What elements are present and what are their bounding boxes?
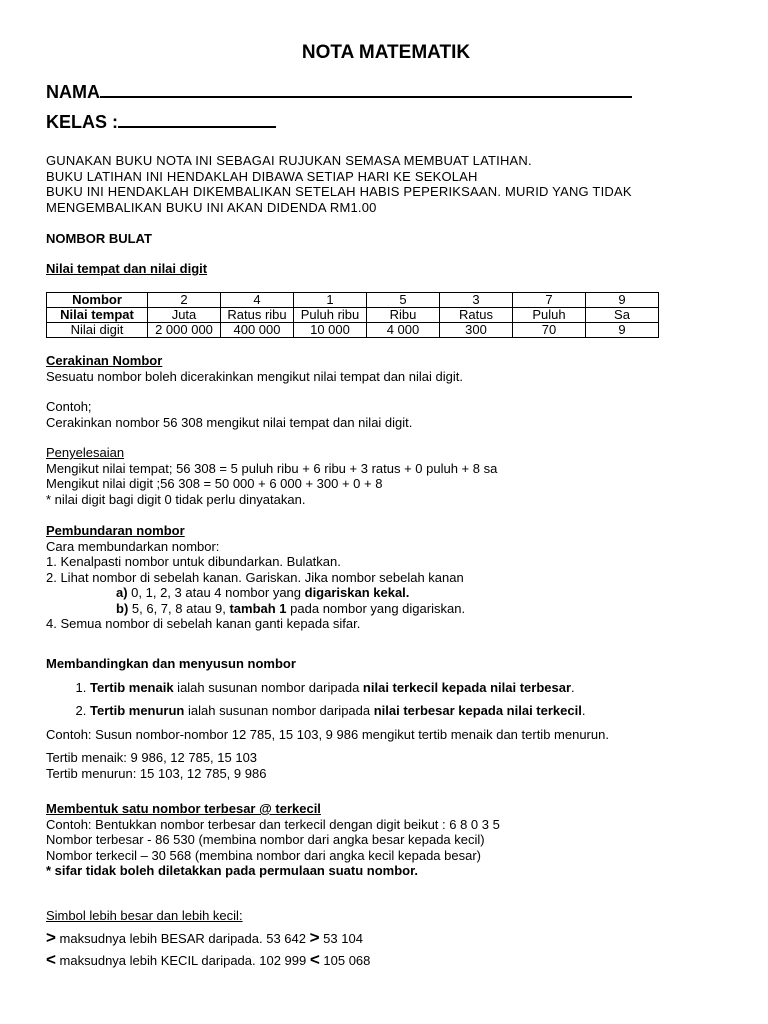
name-blank-line[interactable] <box>100 80 632 98</box>
example-label: Contoh; <box>46 399 92 414</box>
rounding-step: 1. Kenalpasti nombor untuk dibundarkan. Bulatkan. <box>46 554 341 569</box>
solution-line: Mengikut nilai digit ;56 308 = 50 000 + 6 000 + 300 + 0 + 8 <box>46 476 383 491</box>
example-text: Cerakinkan nombor 56 308 mengikut nilai tempat dan nilai digit. <box>46 414 413 430</box>
less-than-icon: < <box>46 950 56 969</box>
symbols-heading: Simbol lebih besar dan lebih kecil: <box>46 908 243 923</box>
ordering-heading: Membandingkan dan menyusun nombor <box>46 656 296 671</box>
row-label: Nombor <box>47 293 148 308</box>
class-label: KELAS : <box>46 112 118 132</box>
table-row <box>47 323 659 338</box>
page-title: NOTA MATEMATIK <box>301 42 471 63</box>
instruction-line: MENGEMBALIKAN BUKU INI AKAN DIDENDA RM1.00 <box>46 199 377 215</box>
rounding-intro: Cara membundarkan nombor: <box>46 538 220 554</box>
row-label: Nilai tempat <box>47 308 148 323</box>
table-cell: Puluh ribu <box>294 308 367 323</box>
ordering-list <box>46 680 609 719</box>
instructions <box>46 153 632 215</box>
name-field[interactable] <box>46 80 632 103</box>
table-cell: Puluh <box>513 308 586 323</box>
class-blank-line[interactable] <box>118 110 276 128</box>
largest-heading: Membentuk satu nombor terbesar @ terkecil <box>46 801 321 816</box>
largest-line: Nombor terbesar - 86 530 (membina nombor dari angka besar kepada kecil) <box>46 832 485 847</box>
table-cell: Ratus ribu <box>221 308 294 323</box>
instruction-line: BUKU LATIHAN INI HENDAKLAH DIBAWA SETIAP HARI KE SEKOLAH <box>46 168 478 184</box>
instruction-line: GUNAKAN BUKU NOTA INI SEBAGAI RUJUKAN SEMASA MEMBUAT LATIHAN. <box>46 153 532 168</box>
table-cell: Sa <box>586 308 659 323</box>
table-row <box>47 293 659 308</box>
table-cell: 400 000 <box>221 323 294 338</box>
table-cell: 9 <box>586 323 659 338</box>
row-label: Nilai digit <box>47 323 148 338</box>
table-cell: 2 000 000 <box>148 323 221 338</box>
solution-line: * nilai digit bagi digit 0 tidak perlu dinyatakan. <box>46 491 306 507</box>
table-cell: Ribu <box>367 308 440 323</box>
rounding-heading: Pembundaran nombor <box>46 523 185 538</box>
list-item: 1. Tertib menaik ialah susunan nombor daripada nilai terkecil kepada nilai terbesar. <box>90 680 609 696</box>
place-value-heading: Nilai tempat dan nilai digit <box>46 261 208 276</box>
largest-section <box>46 801 500 879</box>
solution-line: Mengikut nilai tempat; 56 308 = 5 puluh ribu + 6 ribu + 3 ratus + 0 puluh + 8 sa <box>46 460 498 476</box>
expansion-intro: Sesuatu nombor boleh dicerakinkan mengikut nilai tempat dan nilai digit. <box>46 368 463 384</box>
table-cell: 10 000 <box>294 323 367 338</box>
section-heading: NOMBOR BULAT <box>46 231 152 246</box>
table-cell: 3 <box>440 293 513 308</box>
table-cell: 300 <box>440 323 513 338</box>
table-cell: 4 <box>221 293 294 308</box>
rounding-step: 4. Semua nombor di sebelah kanan ganti kepada sifar. <box>46 616 361 631</box>
rounding-substep-a: a) 0, 1, 2, 3 atau 4 nombor yang digariskan kekal. <box>116 585 410 600</box>
list-item: 2. Tertib menurun ialah susunan nombor daripada nilai terbesar kepada nilai terkecil. <box>90 703 609 719</box>
symbols-section <box>46 908 370 969</box>
table-cell: Juta <box>148 308 221 323</box>
ascending-order: Tertib menaik: 9 986, 12 785, 15 103 <box>46 750 258 765</box>
smallest-line: Nombor terkecil – 30 568 (membina nombor dari angka kecil kepada besar) <box>46 847 481 863</box>
rounding-substep-b: b) 5, 6, 7, 8 atau 9, tambah 1 pada nombor yang digariskan. <box>116 600 466 616</box>
expansion-section <box>46 353 497 507</box>
table-cell: 5 <box>367 293 440 308</box>
greater-than-icon: > <box>46 927 56 947</box>
instruction-line: BUKU INI HENDAKLAH DIKEMBALIKAN SETELAH HABIS PEPERIKSAAN. MURID YANG TIDAK <box>46 184 632 199</box>
name-label: NAMA <box>46 82 100 102</box>
table-cell: 4 000 <box>367 323 440 338</box>
descending-order: Tertib menurun: 15 103, 12 785, 9 986 <box>46 765 267 781</box>
expansion-heading: Cerakinan Nombor <box>46 353 163 368</box>
ordering-section <box>46 656 609 781</box>
less-than-line: < maksudnya lebih KECIL daripada. 102 999 < 105 068 <box>46 950 371 969</box>
place-value-table <box>46 292 659 338</box>
greater-than-line: > maksudnya lebih BESAR daripada. 53 642 > 53 104 <box>46 927 363 947</box>
solution-label: Penyelesaian <box>46 445 125 460</box>
table-cell: 7 <box>513 293 586 308</box>
class-field[interactable] <box>46 110 276 133</box>
table-cell: 9 <box>586 293 659 308</box>
greater-than-icon: > <box>309 927 320 947</box>
table-cell: 70 <box>513 323 586 338</box>
less-than-icon: < <box>309 950 320 969</box>
table-cell: 2 <box>148 293 221 308</box>
ordering-example: Contoh: Susun nombor-nombor 12 785, 15 103, 9 986 mengikut tertib menaik dan tertib menurun. <box>46 726 609 742</box>
largest-example: Contoh: Bentukkan nombor terbesar dan terkecil dengan digit beikut : 6 8 0 3 5 <box>46 816 500 832</box>
table-cell: Ratus <box>440 308 513 323</box>
rounding-section <box>46 523 465 632</box>
rounding-step: 2. Lihat nombor di sebelah kanan. Gariskan. Jika nombor sebelah kanan <box>46 569 464 585</box>
table-cell: 1 <box>294 293 367 308</box>
zero-note: * sifar tidak boleh diletakkan pada permulaan suatu nombor. <box>46 863 419 878</box>
table-row <box>47 308 659 323</box>
